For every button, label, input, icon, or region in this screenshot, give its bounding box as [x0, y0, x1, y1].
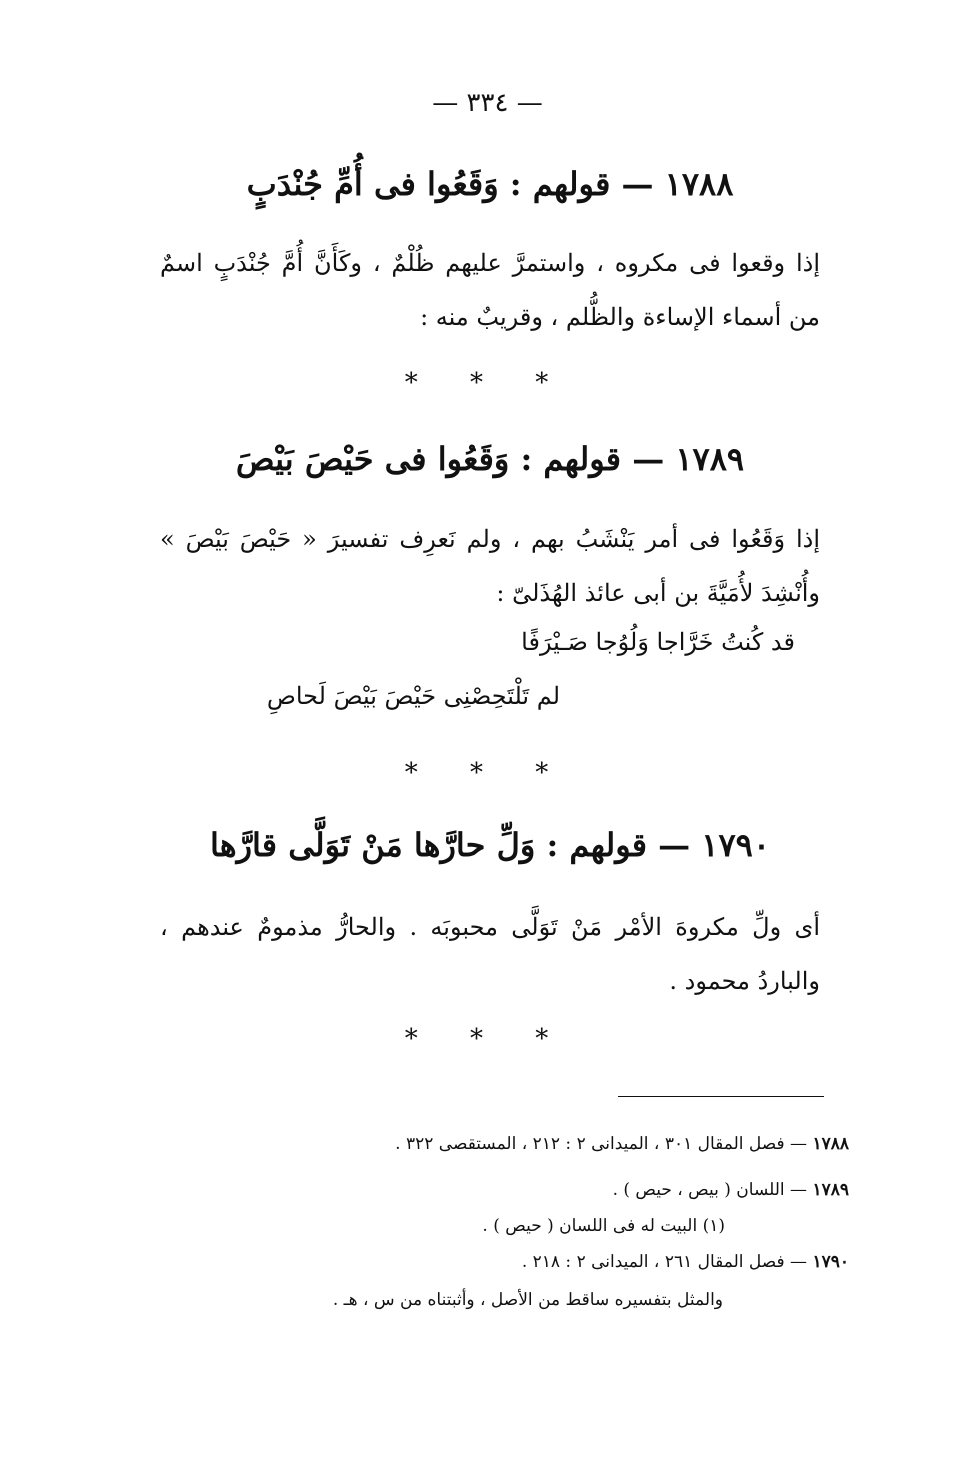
footnote-text: — اللسان ( بيص ، حيص ) .: [612, 1180, 813, 1200]
section-divider-stars: * * *: [404, 1024, 571, 1054]
proverb-title: قولهم : وَلِّ حارَّها مَنْ تَوَلَّى قارَّها: [209, 826, 648, 864]
footnote-number: ١٧٨٩: [812, 1180, 849, 1200]
entry-heading-1788: [160, 165, 820, 203]
footnote-1790-note: والمثل بتفسيره ساقط من الأصل ، وأثبتناه من س ، هـ .: [332, 1290, 723, 1310]
entry-explanation-1788: إذا وقعوا فى مكروه ، واستمرَّ عليهم ظُلْمٌ ، وكَأَنَّ أُمَّ جُنْدَبٍ اسمٌ من أسماء الإساءة والظُّلم ، وقريبٌ منه :: [160, 249, 820, 331]
entry-explanation-1790: أى ولِّ مكروهَ الأمْر مَنْ تَوَلَّى محبوبَه . والحارُّ مذمومٌ عندهم ، والباردُ محمود .: [160, 913, 820, 995]
entry-explanation-1789: إذا وَقَعُوا فى أمر يَنْشَبُ بهم ، ولم نَعرِف تفسيرَ « حَيْصَ بَيْصَ » وأُنْشِدَ لأُمَيَّةَ بن أبى عائذ الهُذَلىّ :: [160, 525, 820, 607]
proverb-title: قولهم : وَقَعُوا فى أُمِّ جُنْدَبٍ: [246, 165, 611, 203]
entry-dash: —: [610, 165, 665, 203]
entry-heading-1789: [160, 440, 820, 478]
section-divider-stars: * * *: [404, 368, 571, 398]
footnote-text: — فصل المقال ٣٠١ ، الميدانى ٢ : ٢١٢ ، المستقصى ٣٢٢ .: [395, 1134, 813, 1154]
footnote-text: — فصل المقال ٢٦١ ، الميدانى ٢ : ٢١٨ .: [521, 1252, 813, 1272]
entry-number: ١٧٨٩: [675, 440, 745, 478]
section-divider-stars: * * *: [404, 758, 571, 788]
entry-number: ١٧٨٨: [664, 165, 734, 203]
entry-dash: —: [647, 826, 702, 864]
entry-dash: —: [621, 440, 676, 478]
page-number: — ٣٣٤ —: [432, 88, 543, 118]
footnote-number: ١٧٩٠: [812, 1252, 849, 1272]
footnote-1789: [613, 1180, 849, 1200]
footnote-1788: [395, 1134, 849, 1154]
footnote-1790: [522, 1252, 849, 1272]
poetry-verse-2: لم تَلْتَحِصْنِى حَيْصَ بَيْصَ لَحاصِ: [266, 682, 560, 710]
entry-heading-1790: [160, 826, 820, 864]
footnote-1789-verse-source: (١) البيت له فى اللسان ( حيص ) .: [482, 1216, 725, 1236]
footnote-separator: [618, 1096, 824, 1097]
proverb-title: قولهم : وَقَعُوا فى حَيْصَ بَيْصَ: [235, 440, 622, 478]
entry-number: ١٧٩٠: [701, 826, 771, 864]
footnote-number: ١٧٨٨: [812, 1134, 849, 1154]
poetry-verse-1: قد كُنتُ خَرَّاجا وَلُوُجا صَـيْرَفًا: [521, 628, 795, 656]
